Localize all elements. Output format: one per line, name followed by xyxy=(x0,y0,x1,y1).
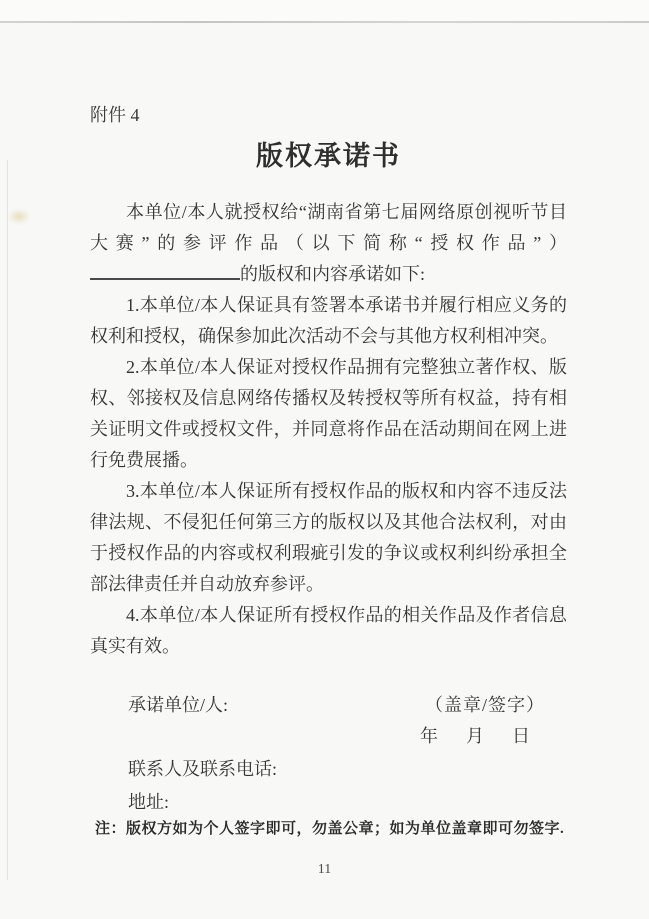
date-line xyxy=(420,721,567,752)
clause-2-paragraph: 2.本单位/本人保证对授权作品拥有完整独立著作权、版权、邻接权及信息网络传播权及转授权等所有权益，持有相关证明文件或授权文件，并同意将作品在活动期间在网上进行免费展播。 xyxy=(90,357,567,470)
document-content xyxy=(90,103,567,840)
clause-1-paragraph: 1.本单位/本人保证具有签署本承诺书并履行相应义务的权利和授权，确保参加此次活动不会与其他方权利相冲突。 xyxy=(90,295,567,346)
intro-text-before-blank: 本单位/本人就授权给“湖南省第七届网络原创视听节目大赛”的参评作品（以下简称“授权作品”） xyxy=(90,202,567,253)
clause-3-paragraph: 3.本单位/本人保证所有授权作品的版权和内容不违反法律法规、不侵犯任何第三方的版权以及其他合法权利，对由于授权作品的内容或权利瑕疵引发的争议或权利纠纷承担全部法律责任并自动放弃参评。 xyxy=(90,481,567,594)
intro-paragraph xyxy=(90,197,567,290)
document-body xyxy=(90,197,567,662)
document-title: 版权承诺书 xyxy=(256,141,401,171)
committing-party-label: 承诺单位/人: xyxy=(128,695,229,715)
signature-row xyxy=(90,690,567,721)
scan-smudge-artifact xyxy=(8,209,30,224)
contact-person-phone-label: 联系人及联系电话: xyxy=(128,759,278,779)
attachment-label: 附件 4 xyxy=(90,105,140,125)
footnote-instruction: 注：版权方如为个人签字即可，勿盖公章；如为单位盖章即可勿签字. xyxy=(95,821,565,837)
clause-4-paragraph: 4.本单位/本人保证所有授权作品的相关作品及作者信息真实有效。 xyxy=(90,605,567,656)
address-label: 地址: xyxy=(128,792,170,812)
intro-text-after-blank: 的版权和内容承诺如下: xyxy=(240,264,425,284)
scan-left-artifact-line xyxy=(7,160,8,880)
year-label: 年 xyxy=(420,726,438,746)
page-number: 11 xyxy=(317,862,332,877)
scan-edge-strip xyxy=(0,0,649,21)
seal-or-sign-label: （盖章/签字） xyxy=(425,695,546,715)
day-label: 日 xyxy=(512,726,530,746)
signature-block xyxy=(90,690,567,840)
month-label: 月 xyxy=(466,726,484,746)
scan-edge-line xyxy=(0,21,649,23)
work-title-blank-field[interactable] xyxy=(90,264,240,280)
